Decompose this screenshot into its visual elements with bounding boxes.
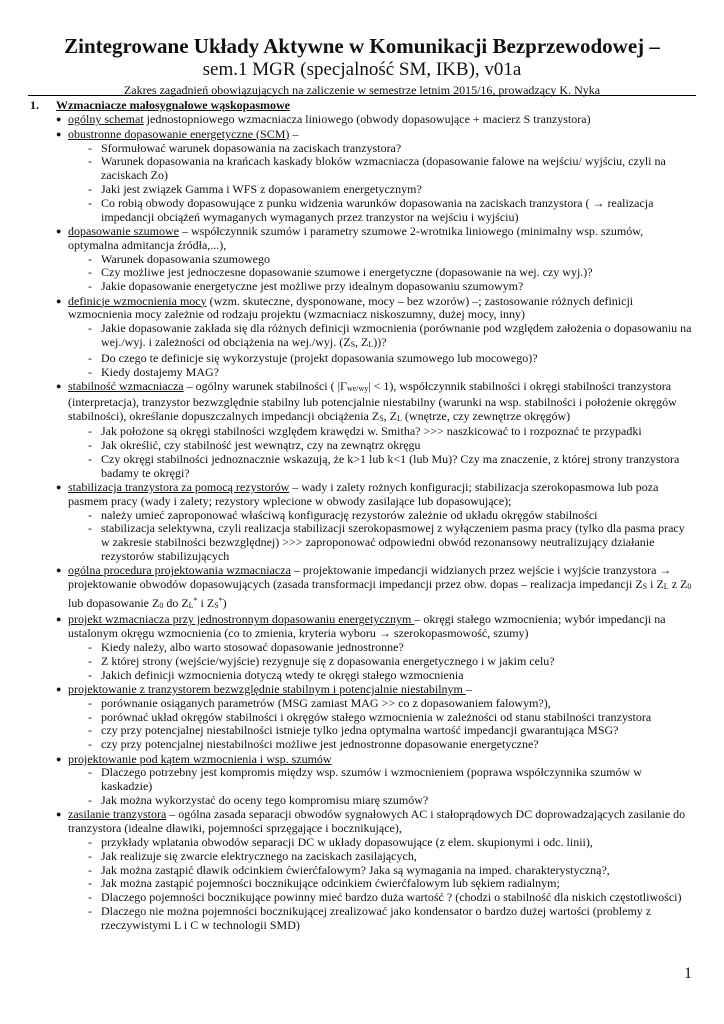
subtopic-text: Czy możliwe jest jednoczesne dopasowanie szumowe i energetyczne (dopasowanie na wej. czy wyj.)?	[101, 265, 593, 280]
topic-item	[28, 295, 692, 323]
dash-marker-icon: -	[88, 709, 92, 724]
dash-marker-icon: -	[88, 181, 92, 196]
subtopic-item	[28, 891, 692, 905]
dash-marker-icon: -	[88, 765, 92, 780]
subtopic-item	[28, 155, 692, 183]
topic-heading: obustronne dopasowanie energetyczne (SCM)	[68, 126, 290, 141]
subtopic-item	[28, 655, 692, 669]
subtopic-text: Jakich definicji wzmocnienia dotyczą wtedy te okręgi stałego wzmocnienia	[101, 667, 464, 682]
dash-marker-icon: -	[88, 364, 92, 379]
dash-marker-icon: -	[88, 848, 92, 863]
topic-text: – współczynnik szumów i parametry szumowe 2-wrotnika liniowego (minimalny wsp. szumów, optymalna admitancja źródła,...),	[68, 223, 644, 252]
topic-text: – okręgi stałego wzmocnienia; wybór impedancji na ustalonym okręgu wzmocnienia (co to zmienia, kryteria wyboru → szerokopasmowość, szumy)	[68, 612, 666, 641]
bullet-dot-icon: ●	[56, 684, 62, 695]
dash-marker-icon: -	[88, 695, 92, 710]
subtopic-item	[28, 142, 692, 156]
dash-marker-icon: -	[88, 251, 92, 266]
subtopic-item	[28, 697, 692, 711]
bullet-dot-icon: ●	[56, 128, 62, 139]
dash-marker-icon: -	[88, 862, 92, 877]
document-title: Zintegrowane Układy Aktywne w Komunikacji Bezprzewodowej –	[64, 34, 660, 58]
topic-heading: dopasowanie szumowe	[68, 223, 179, 238]
subtopic-item	[28, 766, 692, 794]
subtopic-text: Warunek dopasowania na krańcach kaskady bloków wzmacniacza (dopasowanie falowe na wejściu/ wyjściu, czyli na zaciskach Zo)	[101, 154, 666, 183]
dash-marker-icon: -	[88, 507, 92, 522]
subtopic-text: Dlaczego pojemności bocznikujące powinny mieć bardzo duża wartość ? (chodzi o stabilność dla niskich częstotliwości)	[101, 890, 682, 905]
document-header	[0, 34, 724, 97]
topic-item	[28, 808, 692, 836]
subtopic-text: Z której strony (wejście/wyjście) rezygnuje się z dopasowania energetycznego i w jakim celu?	[101, 653, 555, 668]
subtopic-item	[28, 850, 692, 864]
topic-item	[28, 564, 692, 612]
dash-marker-icon: -	[88, 737, 92, 752]
bullet-dot-icon: ●	[56, 114, 62, 125]
subtopic-item	[28, 738, 692, 752]
subtopic-text: Dlaczego nie można pojemności bocznikującej zrealizować jako kondensator o bardzo dużej wartości (problemy z rzeczywistymi L i C w technologii SMD)	[101, 903, 652, 932]
subtopic-text: Jak określić, czy stabilność jest wewnątrz, czy na zewnątrz okręgu	[101, 438, 421, 453]
subtopic-text: Co robią obwody dopasowujące z punku widzenia warunków dopasowania na zaciskach tranzystora ( → realizacja impedancji obciążeń wymaganych wymaganych przez tranzystor na wejściu i wyjściu)	[101, 195, 654, 224]
page-number: 1	[684, 965, 692, 982]
bullet-dot-icon: ●	[56, 295, 62, 306]
dash-marker-icon: -	[88, 321, 92, 336]
subtopic-item	[28, 280, 692, 294]
dash-marker-icon: -	[88, 521, 92, 536]
subtopic-text: Jak realizuje się zwarcie elektrycznego na zaciskach zasilających,	[101, 848, 417, 863]
subtopic-text: porównać układ okręgów stabilności i okręgów stałego wzmocnienia w zależności od stanu stabilności tranzystora	[101, 709, 652, 724]
dash-marker-icon: -	[88, 195, 92, 210]
subtopic-text: Jak można zastąpić pojemności bocznikujące odcinkiem ćwierćfalowym lub sękiem radialnym;	[101, 876, 560, 891]
section-heading	[28, 99, 692, 113]
topic-list	[28, 113, 692, 932]
subtopic-text: Warunek dopasowania szumowego	[101, 251, 270, 266]
subtopic-item	[28, 253, 692, 267]
dash-marker-icon: -	[88, 451, 92, 466]
subtopic-text: Do czego te definicje się wykorzystuje (projekt dopasowania szumowego lub mocowego)?	[101, 350, 538, 365]
topic-item	[28, 225, 692, 253]
dash-marker-icon: -	[88, 154, 92, 169]
subtopic-item	[28, 439, 692, 453]
subtopic-text: Sformułować warunek dopasowania na zaciskach tranzystora?	[101, 140, 402, 155]
topic-item	[28, 380, 692, 425]
subtopic-item	[28, 641, 692, 655]
dash-marker-icon: -	[88, 667, 92, 682]
subtopic-text: Dlaczego potrzebny jest kompromis między wsp. szumów i wzmocnieniem (poprawa współczynnika szumów w kaskadzie)	[101, 765, 642, 794]
topic-text: –	[289, 126, 299, 141]
dash-marker-icon: -	[88, 279, 92, 294]
dash-marker-icon: -	[88, 140, 92, 155]
subtopic-item	[28, 905, 692, 933]
subtopic-text: Kiedy dostajemy MAG?	[101, 364, 219, 379]
bullet-dot-icon: ●	[56, 614, 62, 625]
bullet-dot-icon: ●	[56, 753, 62, 764]
topic-text: –	[465, 682, 472, 697]
subtopic-item	[28, 453, 692, 481]
topic-heading: stabilność wzmacniacza	[68, 378, 184, 393]
dash-marker-icon: -	[88, 438, 92, 453]
subtopic-item	[28, 724, 692, 738]
dash-marker-icon: -	[88, 640, 92, 655]
topic-item	[28, 481, 692, 509]
topic-heading: stabilizacja tranzystora za pomocą rezystorów	[68, 480, 290, 495]
topic-heading: ogólny schemat	[68, 112, 144, 127]
subtopic-text: porównanie osiąganych parametrów (MSG zamiast MAG >> co z dopasowaniem falowym?),	[101, 695, 551, 710]
dash-marker-icon: -	[88, 890, 92, 905]
bullet-dot-icon: ●	[56, 225, 62, 236]
dash-marker-icon: -	[88, 903, 92, 918]
subtopic-text: Jakie dopasowanie zakłada się dla różnych definicji wzmocnienia (porównanie pod względem założenia o dopasowaniu na wej./wyj. i zależności od obciążenia na wej./wyj. (ZS, ZL))?	[101, 321, 692, 349]
dash-marker-icon: -	[88, 792, 92, 807]
topic-heading: definicje wzmocnienia mocy	[68, 293, 207, 308]
section-title: Wzmacniacze małosygnałowe wąskopasmowe	[56, 98, 290, 112]
subtopic-item	[28, 794, 692, 808]
subtopic-text: czy przy potencjalnej niestabilności możliwe jest jednostronne dopasowanie energetyczne?	[101, 737, 539, 752]
subtopic-item	[28, 197, 692, 225]
subtopic-item	[28, 836, 692, 850]
dash-marker-icon: -	[88, 653, 92, 668]
document-body	[28, 99, 692, 933]
subtopic-item	[28, 711, 692, 725]
bullet-dot-icon: ●	[56, 565, 62, 576]
dash-marker-icon: -	[88, 876, 92, 891]
subtopic-text: Kiedy należy, albo warto stosować dopasowanie jednostronne?	[101, 640, 404, 655]
bullet-dot-icon: ●	[56, 809, 62, 820]
topic-text: – ogólna zasada separacji obwodów sygnałowych AC i stałoprądowych DC doprowadzających zasilanie do tranzystora (idealne dławiki, pojemności sprzęgające i bocznikujące),	[68, 807, 686, 836]
topic-item	[28, 113, 692, 127]
topic-text: – wady i zalety rożnych konfiguracji; stabilizacja szerokopasmowa lub poza pasmem pracy (wady i zalety; rezystory wplecione w obwody zasilające lub dopasowujące);	[68, 480, 659, 508]
subtopic-text: Jakie dopasowanie energetyczne jest możliwe przy idealnym dopasowaniu szumowym?	[101, 279, 524, 294]
topic-text: (wzm. skuteczne, dysponowane, mocy – bez wzorów) –; zastosowanie różnych definicji wzmocnienia mocy zależnie od rodzaju projektu (wzmacniacz niskoszumny, dużej mocy, inny)	[68, 293, 634, 322]
section-number: 1.	[30, 98, 39, 112]
subtopic-text: Jaki jest związek Gamma i WFS z dopasowaniem energetycznym?	[101, 181, 422, 196]
subtopic-item	[28, 522, 692, 563]
subtopic-text: Jak położone są okręgi stabilności względem krawędzi w. Smitha? >>> naszkicować to i rozpoznać te przypadki	[101, 424, 642, 439]
subtopic-item	[28, 322, 692, 352]
subtopic-text: Jak można zastąpić dławik odcinkiem ćwierćfalowym? Jaka są wymagania na imped. charakterystyczną?,	[101, 862, 610, 877]
topic-heading: projektowanie pod kątem wzmocnienia i wsp. szumów	[68, 751, 332, 766]
bullet-dot-icon: ●	[56, 482, 62, 493]
subtopic-item	[28, 366, 692, 380]
topic-heading: zasilanie tranzystora	[68, 807, 167, 822]
subtopic-text: stabilizacja selektywna, czyli realizacja stabilizacji szerokopasmowej z wyłączeniem pasma pracy (tylko dla pasma pracy w zakresie stabilności bezwzględnej) >>> zaproponować odpowiedni obwód rezonansowy neutralizujący działanie rezystorów stabilizujących	[101, 521, 685, 564]
dash-marker-icon: -	[88, 723, 92, 738]
dash-marker-icon: -	[88, 350, 92, 365]
topic-item	[28, 128, 692, 142]
topic-heading: projektowanie z tranzystorem bezwzględnie stabilnym i potencjalnie niestabilnym	[68, 682, 466, 697]
topic-text: – projektowanie impedancji widzianych przez wejście i wyjście tranzystora → projektowanie obwodów dopasowujących (zasada transformacji impedancji przez obw. dopas – realizacja impedancji ZS i ZL z Z0 lub dopasowanie Z0 do ZL* i ZS*)	[68, 563, 692, 611]
subtopic-item	[28, 509, 692, 523]
subtopic-text: Czy okręgi stabilności jednoznacznie wskazują, że k>1 lub k<1 (lub Mu)? Czy ma znaczenie, z której strony tranzystora badamy te okręgi?	[101, 451, 680, 480]
topic-heading: ogólna procedura projektowania wzmacniacza	[68, 563, 291, 578]
topic-heading: projekt wzmacniacza przy jednostronnym dopasowaniu energetycznym	[68, 612, 415, 627]
bullet-dot-icon: ●	[56, 380, 62, 391]
topic-text: jednostopniowego wzmacniacza liniowego (obwody dopasowujące + macierz S tranzystora)	[143, 112, 591, 127]
header-divider	[28, 95, 696, 96]
subtopic-item	[28, 877, 692, 891]
topic-item	[28, 753, 692, 767]
subtopic-item	[28, 352, 692, 366]
subtopic-text: należy umieć zaproponować właściwą konfigurację rezystorów zależnie od układu okręgów stabilności	[101, 507, 598, 522]
subtopic-item	[28, 183, 692, 197]
topic-item	[28, 683, 692, 697]
subtopic-item	[28, 425, 692, 439]
subtopic-item	[28, 266, 692, 280]
dash-marker-icon: -	[88, 834, 92, 849]
topic-item	[28, 613, 692, 641]
subtopic-item	[28, 669, 692, 683]
subtopic-text: czy przy potencjalnej niestabilności istnieje tylko jedna optymalna wartość impedancji gwarantująca MSG?	[101, 723, 619, 738]
dash-marker-icon: -	[88, 265, 92, 280]
subtopic-item	[28, 864, 692, 878]
document-subtitle: sem.1 MGR (specjalność SM, IKB), v01a	[202, 59, 522, 80]
topic-text: – ogólny warunek stabilności ( |Γwe/wy| < 1), współczynnik stabilności i okręgi stabilności tranzystora (interpretacja), tranzystor bezwzględnie stabilny lub potencjalnie niestabilny (warunki na wsp. stabilności i położenie okręgów stabilności), określanie dopuszczalnych impedancji obciążenia ZS, ZL (wnętrze, czy zewnętrze okręgów)	[68, 378, 677, 423]
subtopic-text: Jak można wykorzystać do oceny tego kompromisu miarę szumów?	[101, 792, 429, 807]
dash-marker-icon: -	[88, 424, 92, 439]
document-scope-line: Zakres zagadnień obowiązujących na zaliczenie w semestrze letnim 2015/16, prowadzący K. Nyka	[123, 83, 601, 97]
subtopic-text: przykłady wplatania obwodów separacji DC w układy dopasowujące (z elem. skupionymi i odc. linii),	[101, 834, 593, 849]
